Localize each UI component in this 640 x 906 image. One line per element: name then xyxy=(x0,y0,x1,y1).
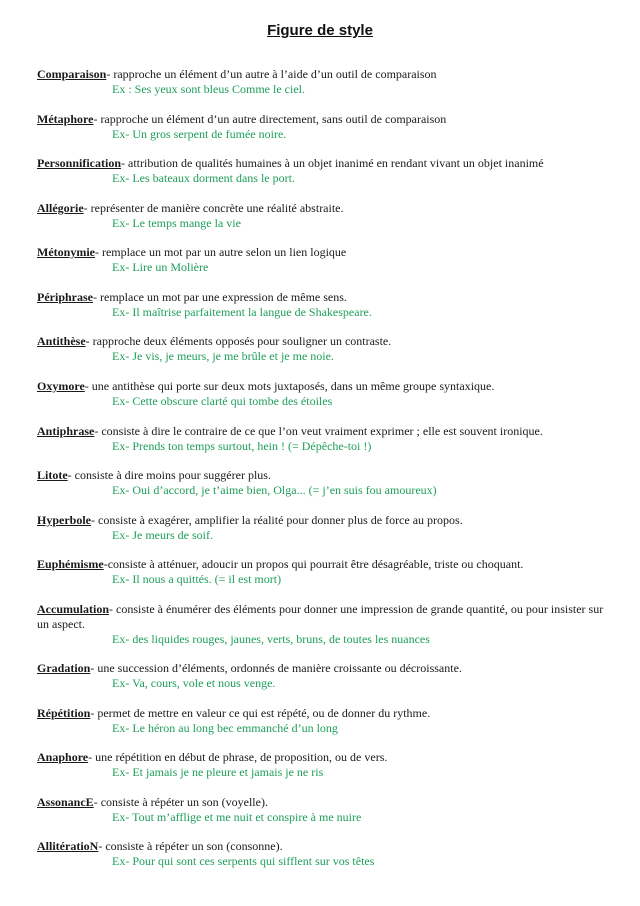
entry-definition xyxy=(37,424,612,439)
entry-separator: - xyxy=(85,334,93,348)
entry-example: Ex- Va, cours, vole et nous venge. xyxy=(112,676,276,690)
entry-separator: - xyxy=(91,513,98,527)
entry-definition xyxy=(37,706,612,721)
entry-definition-text: consiste à dire moins pour suggérer plus. xyxy=(74,468,271,482)
entry-term: Métonymie xyxy=(37,245,95,259)
entry-separator: - xyxy=(90,661,98,675)
entry-metaphore xyxy=(37,112,612,142)
entry-periphrase xyxy=(37,290,612,320)
entry-separator: - xyxy=(93,290,100,304)
entry-example: Ex- Je meurs de soif. xyxy=(112,528,213,542)
entry-example: Ex- Le temps mange la vie xyxy=(112,216,241,230)
entry-separator: - xyxy=(93,112,101,126)
entry-personnification xyxy=(37,156,612,186)
entry-term: Accumulation xyxy=(37,602,109,616)
entry-term: AssonancE xyxy=(37,795,94,809)
entry-term: Oxymore xyxy=(37,379,85,393)
entry-example: Ex- Il nous a quittés. (= il est mort) xyxy=(112,572,282,586)
entry-definition xyxy=(37,557,612,572)
entry-definition xyxy=(37,67,612,82)
entry-metonymie xyxy=(37,245,612,275)
entry-example: Ex- Cette obscure clarté qui tombe des étoiles xyxy=(112,394,333,408)
entry-definition-text: remplace un mot par un autre selon un lien logique xyxy=(101,245,347,259)
entry-example: Ex- Il maîtrise parfaitement la langue de Shakespeare. xyxy=(112,305,372,319)
entry-antithese xyxy=(37,334,612,364)
entry-definition xyxy=(37,245,612,260)
entry-term: Répétition xyxy=(37,706,91,720)
entry-term: Anaphore xyxy=(37,750,89,764)
entry-definition-text: consiste à exagérer, amplifier la réalité pour donner plus de force au propos. xyxy=(98,513,463,527)
entry-definition-text: rapproche un élément d’un autre directement, sans outil de comparaison xyxy=(100,112,447,126)
entry-separator: - xyxy=(84,379,92,393)
entry-definition xyxy=(37,156,612,171)
entry-example: Ex- Le héron au long bec emmanché d’un long xyxy=(112,721,338,735)
entry-example: Ex- Les bateaux dorment dans le port. xyxy=(112,171,295,185)
entry-term: Hyperbole xyxy=(37,513,91,527)
entry-repetition xyxy=(37,706,612,736)
entry-term: Euphémisme xyxy=(37,557,104,571)
entry-definition xyxy=(37,290,612,305)
entry-example: Ex- Tout m’afflige et me nuit et conspire à me nuire xyxy=(112,810,362,824)
entry-separator: - xyxy=(103,557,108,571)
entry-term: AllitératioN xyxy=(37,839,99,853)
entry-antiphrase xyxy=(37,424,612,454)
entry-separator: - xyxy=(67,468,75,482)
entry-definition xyxy=(37,795,612,810)
entry-definition-text: une répétition en début de phrase, de proposition, ou de vers. xyxy=(95,750,388,764)
entry-example: Ex- Prends ton temps surtout, hein ! (= Dépêche-toi !) xyxy=(112,439,372,453)
entry-term: Comparaison xyxy=(37,67,107,81)
entry-separator: - xyxy=(88,750,96,764)
entry-definition-text: une antithèse qui porte sur deux mots juxtaposés, dans un même groupe syntaxique. xyxy=(91,379,495,393)
entry-definition-text: rapproche deux éléments opposés pour souligner un contraste. xyxy=(92,334,392,348)
entry-definition xyxy=(37,468,612,483)
entry-definition-text: consiste à répéter un son (voyelle). xyxy=(100,795,268,809)
entry-term: Litote xyxy=(37,468,68,482)
entry-definition-text: une succession d’éléments, ordonnés de manière croissante ou décroissante. xyxy=(97,661,462,675)
entry-example: Ex- Pour qui sont ces serpents qui sifflent sur vos têtes xyxy=(112,854,375,868)
entry-separator: - xyxy=(90,706,98,720)
entry-separator: - xyxy=(94,245,102,259)
entry-term: Antithèse xyxy=(37,334,86,348)
entry-term: Gradation xyxy=(37,661,91,675)
entry-euphemisme xyxy=(37,557,612,587)
entry-separator: - xyxy=(94,424,102,438)
entry-term: Métaphore xyxy=(37,112,94,126)
entry-separator: - xyxy=(121,156,128,170)
entry-separator: - xyxy=(106,67,114,81)
entry-term: Personnification xyxy=(37,156,121,170)
entry-example: Ex : Ses yeux sont bleus Comme le ciel. xyxy=(112,82,305,96)
entry-separator: - xyxy=(83,201,91,215)
entry-comparaison xyxy=(37,67,612,97)
entry-example: Ex- Un gros serpent de fumée noire. xyxy=(112,127,287,141)
entry-definition xyxy=(37,201,612,216)
entry-separator: - xyxy=(109,602,116,616)
entry-example: Ex- Et jamais je ne pleure et jamais je ne ris xyxy=(112,765,324,779)
entry-separator: - xyxy=(93,795,101,809)
entry-definition-text: consiste à atténuer, adoucir un propos qui pourrait être désagréable, triste ou choquant. xyxy=(107,557,524,571)
entry-example: Ex- Oui d’accord, je t’aime bien, Olga... (= j’en suis fou amoureux) xyxy=(112,483,437,497)
entry-litote xyxy=(37,468,612,498)
entry-definition-text: permet de mettre en valeur ce qui est répété, ou de donner du rythme. xyxy=(97,706,431,720)
entry-definition-text: remplace un mot par une expression de même sens. xyxy=(100,290,347,304)
entry-alliteration xyxy=(37,839,612,869)
entry-term: Périphrase xyxy=(37,290,93,304)
entry-definition xyxy=(37,112,612,127)
entry-definition-text: consiste à dire le contraire de ce que l’on veut vraiment exprimer ; elle est souvent ironique. xyxy=(101,424,543,438)
entry-definition xyxy=(37,839,612,854)
page-title: Figure de style xyxy=(267,22,373,39)
entry-accumulation xyxy=(37,602,612,647)
entry-definition-text: représenter de manière concrète une réalité abstraite. xyxy=(90,201,344,215)
entry-term: Antiphrase xyxy=(37,424,95,438)
entry-definition xyxy=(37,661,612,676)
entry-definition xyxy=(37,602,612,632)
entry-example: Ex- Lire un Molière xyxy=(112,260,209,274)
entry-oxymore xyxy=(37,379,612,409)
entry-gradation xyxy=(37,661,612,691)
entry-definition-text: consiste à répéter un son (consonne). xyxy=(105,839,283,853)
entry-definition xyxy=(37,379,612,394)
entry-definition xyxy=(37,750,612,765)
entry-separator: - xyxy=(98,839,106,853)
entry-assonance xyxy=(37,795,612,825)
entry-definition xyxy=(37,334,612,349)
entry-allegorie xyxy=(37,201,612,231)
entry-definition-text: rapproche un élément d’un autre à l’aide d’un outil de comparaison xyxy=(113,67,437,81)
entry-definition-text: attribution de qualités humaines à un objet inanimé en rendant vivant un objet inanimé xyxy=(128,156,544,170)
entry-term: Allégorie xyxy=(37,201,84,215)
entry-anaphore xyxy=(37,750,612,780)
entry-definition-text: consiste à énumérer des éléments pour donner une impression de grande quantité, ou pour insister sur un aspect. xyxy=(37,602,604,631)
entry-definition xyxy=(37,513,612,528)
entry-hyperbole xyxy=(37,513,612,543)
entry-example: Ex- Je vis, je meurs, je me brûle et je me noie. xyxy=(112,349,334,363)
entry-example: Ex- des liquides rouges, jaunes, verts, bruns, de toutes les nuances xyxy=(112,632,430,646)
